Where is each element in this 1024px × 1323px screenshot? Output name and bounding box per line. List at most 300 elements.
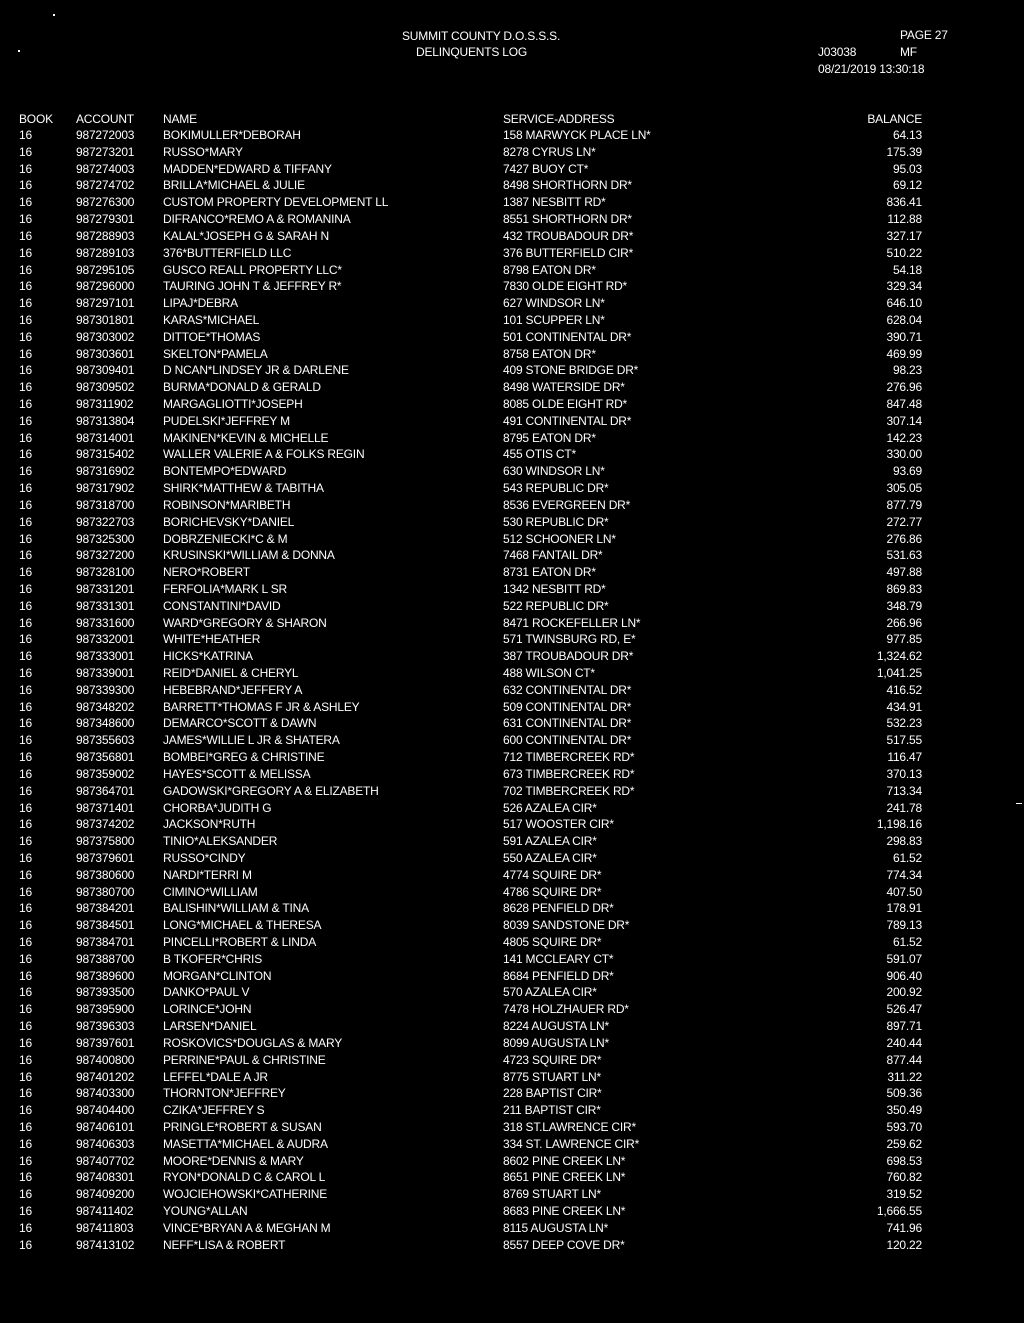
row-balance: 1,198.16 [876, 817, 922, 832]
table-row [0, 514, 1024, 531]
scan-speck-left [18, 50, 20, 52]
row-balance: 628.04 [886, 312, 922, 327]
row-name: B TKOFER*CHRIS [163, 951, 262, 966]
row-service-address: 8798 EATON DR* [503, 262, 596, 277]
row-account: 987388700 [76, 951, 135, 966]
row-balance: 877.79 [886, 497, 922, 512]
row-account: 987384701 [76, 935, 135, 949]
row-service-address: 4786 SQUIRE DR* [503, 884, 602, 899]
row-book: 16 [19, 228, 32, 243]
row-service-address: 8684 PENFIELD DR* [503, 968, 614, 983]
scan-speck-top [53, 14, 55, 16]
row-name: BOKIMULLER*DEBORAH [163, 128, 301, 142]
row-service-address: 4774 SQUIRE DR* [503, 867, 602, 882]
row-account: 987311902 [76, 397, 134, 411]
row-service-address: 8278 CYRUS LN* [503, 144, 596, 159]
row-name: HICKS*KATRINA [163, 649, 253, 664]
row-account: 987348600 [76, 716, 135, 731]
row-book: 16 [19, 329, 32, 344]
row-account: 987389600 [76, 968, 135, 983]
row-service-address: 530 REPUBLIC DR* [503, 514, 609, 529]
row-account: 987325300 [76, 531, 135, 546]
table-row [0, 800, 1024, 817]
row-book: 16 [19, 1204, 32, 1218]
row-account: 987409200 [76, 1187, 135, 1202]
row-service-address: 8602 PINE CREEK LN* [503, 1153, 626, 1168]
row-account: 987309401 [76, 363, 135, 378]
row-book: 16 [19, 1119, 32, 1134]
table-row [0, 228, 1024, 245]
row-service-address: 1342 NESBITT RD* [503, 581, 606, 596]
row-name: LEFFEL*DALE A JR [163, 1069, 268, 1084]
row-service-address: 211 BAPTIST CIR* [503, 1103, 601, 1118]
row-name: SKELTON*PAMELA [163, 346, 268, 361]
row-name: FERFOLIA*MARK L SR [163, 581, 287, 596]
row-book: 16 [19, 968, 32, 983]
row-service-address: 8628 PENFIELD DR* [503, 901, 614, 916]
report-id: J03038 [818, 45, 857, 59]
row-name: WALLER VALERIE A & FOLKS REGIN [163, 447, 365, 462]
table-row [0, 245, 1024, 262]
row-balance: 266.96 [886, 615, 922, 630]
row-account: 987296000 [76, 279, 135, 294]
row-name: BALISHIN*WILLIAM & TINA [163, 901, 309, 916]
row-account: 987315402 [76, 447, 135, 462]
table-row [0, 497, 1024, 514]
row-balance: 64.13 [892, 128, 922, 142]
row-name: MADDEN*EDWARD & TIFFANY [163, 161, 332, 176]
row-name: PERRINE*PAUL & CHRISTINE [163, 1052, 326, 1067]
row-book: 16 [19, 716, 32, 731]
row-account: 987413102 [76, 1237, 135, 1252]
row-balance: 532.23 [886, 716, 922, 731]
row-service-address: 7468 FANTAIL DR* [503, 548, 603, 563]
table-row [0, 295, 1024, 312]
row-name: BOMBEI*GREG & CHRISTINE [163, 750, 325, 765]
table-row [0, 766, 1024, 783]
row-book: 16 [19, 649, 32, 664]
row-account: 987303601 [76, 346, 135, 361]
row-book: 16 [19, 1237, 32, 1252]
row-account: 987332001 [76, 632, 135, 647]
row-service-address: 712 TIMBERCREEK RD* [503, 750, 635, 765]
row-book: 16 [19, 766, 32, 781]
table-row [0, 211, 1024, 228]
table-row [0, 1085, 1024, 1102]
row-account: 987356801 [76, 750, 135, 765]
report-datetime: 08/21/2019 13:30:18 [818, 62, 925, 76]
row-account: 987317902 [76, 481, 135, 496]
row-account: 987396303 [76, 1019, 135, 1034]
row-account: 987359002 [76, 766, 135, 781]
row-account: 987333001 [76, 649, 135, 664]
row-balance: 646.10 [886, 296, 922, 311]
row-name: JAMES*WILLIE L JR & SHATERA [163, 733, 340, 748]
row-balance: 977.85 [886, 632, 922, 647]
row-account: 987295105 [76, 262, 135, 277]
row-service-address: 488 WILSON CT* [503, 666, 595, 680]
row-service-address: 8536 EVERGREEN DR* [503, 497, 631, 512]
table-row [0, 951, 1024, 968]
row-book: 16 [19, 363, 32, 378]
row-service-address: 627 WINDSOR LN* [503, 296, 605, 311]
row-account: 987289103 [76, 245, 135, 260]
row-name: LONG*MICHAEL & THERESA [163, 918, 322, 933]
table-row [0, 631, 1024, 648]
row-book: 16 [19, 144, 32, 159]
row-name: KALAL*JOSEPH G & SARAH N [163, 228, 329, 243]
row-account: 987316902 [76, 464, 135, 479]
row-service-address: 376 BUTTERFIELD CIR* [503, 245, 634, 260]
row-balance: 305.05 [886, 481, 922, 496]
delinquents-table [0, 127, 1024, 1253]
row-book: 16 [19, 682, 32, 697]
table-row [0, 329, 1024, 346]
row-book: 16 [19, 312, 32, 327]
row-service-address: 8115 AUGUSTA LN* [503, 1220, 609, 1235]
row-account: 987327200 [76, 548, 135, 563]
row-book: 16 [19, 733, 32, 748]
row-name: RUSSO*MARY [163, 144, 243, 159]
row-account: 987401202 [76, 1069, 135, 1084]
table-row [0, 783, 1024, 800]
row-balance: 591.07 [886, 951, 922, 966]
row-book: 16 [19, 1170, 32, 1185]
row-book: 16 [19, 1136, 32, 1151]
row-book: 16 [19, 430, 32, 445]
table-row [0, 564, 1024, 581]
row-service-address: 630 WINDSOR LN* [503, 464, 605, 479]
row-account: 987374202 [76, 817, 135, 832]
table-row [0, 816, 1024, 833]
table-row [0, 850, 1024, 867]
table-row [0, 413, 1024, 430]
table-row [0, 262, 1024, 279]
row-account: 987303002 [76, 329, 135, 344]
row-book: 16 [19, 951, 32, 966]
row-book: 16 [19, 800, 32, 815]
row-name: LARSEN*DANIEL [163, 1019, 257, 1034]
table-row [0, 531, 1024, 548]
row-account: 987313804 [76, 413, 135, 428]
table-row [0, 278, 1024, 295]
row-balance: 327.17 [886, 228, 922, 243]
row-account: 987331301 [76, 598, 135, 613]
row-account: 987348202 [76, 699, 135, 714]
row-name: RYON*DONALD C & CAROL L [163, 1170, 326, 1185]
row-book: 16 [19, 750, 32, 765]
col-balance: BALANCE [867, 112, 922, 126]
row-book: 16 [19, 279, 32, 294]
row-name: D NCAN*LINDSEY JR & DARLENE [163, 363, 349, 378]
row-name: NARDI*TERRI M [163, 867, 252, 882]
table-row [0, 346, 1024, 363]
row-book: 16 [19, 245, 32, 260]
table-row [0, 682, 1024, 699]
row-balance: 497.88 [886, 565, 922, 580]
row-book: 16 [19, 1052, 32, 1067]
row-balance: 836.41 [886, 195, 922, 210]
table-row [0, 161, 1024, 178]
table-row [0, 1001, 1024, 1018]
row-book: 16 [19, 884, 32, 899]
row-account: 987309502 [76, 380, 135, 395]
table-row [0, 699, 1024, 716]
row-balance: 98.23 [892, 363, 922, 378]
table-row [0, 1186, 1024, 1203]
row-balance: 390.71 [886, 329, 922, 344]
table-row [0, 396, 1024, 413]
row-balance: 272.77 [886, 514, 922, 529]
row-service-address: 387 TROUBADOUR DR* [503, 649, 634, 664]
row-service-address: 455 OTIS CT* [503, 447, 576, 462]
row-name: REID*DANIEL & CHERYL [163, 666, 299, 680]
row-balance: 142.23 [886, 430, 922, 445]
row-service-address: 334 ST. LAWRENCE CIR* [503, 1136, 640, 1151]
table-row [0, 833, 1024, 850]
row-name: ROSKOVICS*DOUGLAS & MARY [163, 1035, 343, 1050]
row-service-address: 4723 SQUIRE DR* [503, 1052, 602, 1067]
row-name: RUSSO*CINDY [163, 850, 246, 865]
row-account: 987406303 [76, 1136, 135, 1151]
row-book: 16 [19, 128, 32, 142]
row-balance: 276.96 [886, 380, 922, 395]
county-title: SUMMIT COUNTY D.O.S.S.S. [402, 29, 561, 43]
row-account: 987339001 [76, 666, 135, 680]
row-service-address: 101 SCUPPER LN* [503, 312, 605, 327]
row-service-address: 432 TROUBADOUR DR* [503, 228, 634, 243]
row-service-address: 522 REPUBLIC DR* [503, 598, 609, 613]
row-book: 16 [19, 598, 32, 613]
row-service-address: 8471 ROCKEFELLER LN* [503, 615, 641, 630]
row-service-address: 631 CONTINENTAL DR* [503, 716, 632, 731]
table-row [0, 463, 1024, 480]
row-book: 16 [19, 262, 32, 277]
row-balance: 713.34 [886, 783, 922, 798]
row-service-address: 8498 SHORTHORN DR* [503, 178, 632, 193]
row-balance: 906.40 [886, 968, 922, 983]
row-book: 16 [19, 1019, 32, 1034]
row-account: 987380700 [76, 884, 135, 899]
row-balance: 311.22 [887, 1069, 922, 1084]
row-balance: 241.78 [886, 800, 922, 815]
row-service-address: 318 ST.LAWRENCE CIR* [503, 1119, 636, 1134]
row-service-address: 491 CONTINENTAL DR* [503, 413, 632, 428]
row-account: 987411803 [76, 1220, 134, 1235]
row-account: 987395900 [76, 1002, 135, 1017]
row-service-address: 8775 STUART LN* [503, 1069, 601, 1084]
row-book: 16 [19, 581, 32, 596]
row-name: SHIRK*MATTHEW & TABITHA [163, 481, 324, 496]
row-account: 987407702 [76, 1153, 135, 1168]
row-name: DEMARCO*SCOTT & DAWN [163, 716, 317, 731]
row-account: 987339300 [76, 682, 135, 697]
row-name: GADOWSKI*GREGORY A & ELIZABETH [163, 783, 379, 798]
row-service-address: 570 AZALEA CIR* [503, 985, 597, 1000]
row-name: VINCE*BRYAN A & MEGHAN M [163, 1220, 331, 1235]
row-book: 16 [19, 514, 32, 529]
row-balance: 1,041.25 [876, 666, 922, 680]
table-row [0, 430, 1024, 447]
row-account: 987328100 [76, 565, 135, 580]
row-name: TAURING JOHN T & JEFFREY R* [163, 279, 342, 294]
table-row [0, 917, 1024, 934]
column-headers [0, 112, 1024, 126]
table-row [0, 1102, 1024, 1119]
row-service-address: 8731 EATON DR* [503, 565, 596, 580]
row-book: 16 [19, 161, 32, 176]
row-account: 987355603 [76, 733, 135, 748]
row-book: 16 [19, 666, 32, 680]
row-balance: 698.53 [886, 1153, 922, 1168]
table-row [0, 1119, 1024, 1136]
row-name: JACKSON*RUTH [163, 817, 256, 832]
row-balance: 370.13 [886, 766, 922, 781]
table-row [0, 984, 1024, 1001]
row-balance: 319.52 [886, 1187, 922, 1202]
row-name: CZIKA*JEFFREY S [163, 1103, 265, 1118]
row-service-address: 8099 AUGUSTA LN* [503, 1035, 609, 1050]
row-balance: 112.88 [887, 212, 922, 227]
row-account: 987379601 [76, 850, 135, 865]
row-book: 16 [19, 632, 32, 647]
row-name: CONSTANTINI*DAVID [163, 598, 281, 613]
row-account: 987393500 [76, 985, 135, 1000]
row-balance: 200.92 [886, 985, 922, 1000]
row-account: 987322703 [76, 514, 135, 529]
row-service-address: 550 AZALEA CIR* [503, 850, 597, 865]
row-book: 16 [19, 1035, 32, 1050]
row-balance: 330.00 [886, 447, 922, 462]
row-balance: 741.96 [886, 1220, 922, 1235]
row-service-address: 8651 PINE CREEK LN* [503, 1170, 626, 1185]
row-name: MARGAGLIOTTI*JOSEPH [163, 397, 303, 411]
table-row [0, 968, 1024, 985]
row-account: 987276300 [76, 195, 135, 210]
table-row [0, 194, 1024, 211]
row-name: MAKINEN*KEVIN & MICHELLE [163, 430, 329, 445]
row-name: DITTOE*THOMAS [163, 329, 261, 344]
table-row [0, 749, 1024, 766]
row-service-address: 8085 OLDE EIGHT RD* [503, 397, 628, 411]
row-account: 987331201 [76, 581, 135, 596]
row-name: BURMA*DONALD & GERALD [163, 380, 321, 395]
row-book: 16 [19, 1086, 32, 1101]
row-account: 987318700 [76, 497, 135, 512]
row-name: LIPAJ*DEBRA [163, 296, 238, 311]
row-balance: 259.62 [886, 1136, 922, 1151]
row-service-address: 673 TIMBERCREEK RD* [503, 766, 635, 781]
row-account: 987314001 [76, 430, 135, 445]
row-book: 16 [19, 1220, 32, 1235]
row-book: 16 [19, 565, 32, 580]
row-service-address: 512 SCHOONER LN* [503, 531, 616, 546]
row-name: KRUSINSKI*WILLIAM & DONNA [163, 548, 335, 563]
row-book: 16 [19, 699, 32, 714]
row-service-address: 7478 HOLZHAUER RD* [503, 1002, 629, 1017]
table-row [0, 480, 1024, 497]
row-book: 16 [19, 178, 32, 193]
row-balance: 307.14 [886, 413, 922, 428]
row-name: DOBRZENIECKI*C & M [163, 531, 288, 546]
row-service-address: 8758 EATON DR* [503, 346, 596, 361]
table-row [0, 900, 1024, 917]
table-row [0, 144, 1024, 161]
row-book: 16 [19, 1002, 32, 1017]
row-balance: 350.49 [886, 1103, 922, 1118]
row-account: 987297101 [76, 296, 135, 311]
row-balance: 416.52 [886, 682, 922, 697]
table-row [0, 1018, 1024, 1035]
row-book: 16 [19, 481, 32, 496]
row-book: 16 [19, 1069, 32, 1084]
row-balance: 593.70 [886, 1119, 922, 1134]
row-book: 16 [19, 615, 32, 630]
row-service-address: 8039 SANDSTONE DR* [503, 918, 630, 933]
row-service-address: 8557 DEEP COVE DR* [503, 1237, 625, 1252]
log-title: DELINQUENTS LOG [416, 45, 528, 59]
row-book: 16 [19, 783, 32, 798]
table-row [0, 732, 1024, 749]
table-row [0, 362, 1024, 379]
row-balance: 760.82 [886, 1170, 922, 1185]
row-service-address: 8795 EATON DR* [503, 430, 596, 445]
row-balance: 407.50 [886, 884, 922, 899]
row-account: 987397601 [76, 1035, 135, 1050]
row-balance: 348.79 [886, 598, 922, 613]
row-name: BONTEMPO*EDWARD [163, 464, 287, 479]
row-service-address: 8683 PINE CREEK LN* [503, 1204, 626, 1218]
row-service-address: 1387 NESBITT RD* [503, 195, 606, 210]
table-row [0, 598, 1024, 615]
row-service-address: 632 CONTINENTAL DR* [503, 682, 632, 697]
row-name: BRILLA*MICHAEL & JULIE [163, 178, 305, 193]
row-balance: 298.83 [886, 834, 922, 849]
col-account: ACCOUNT [76, 112, 134, 126]
table-row [0, 177, 1024, 194]
row-balance: 93.69 [892, 464, 922, 479]
table-row [0, 934, 1024, 951]
row-book: 16 [19, 497, 32, 512]
row-name: MOORE*DENNIS & MARY [163, 1153, 304, 1168]
row-service-address: 7427 BUOY CT* [503, 161, 589, 176]
row-account: 987404400 [76, 1103, 135, 1118]
row-balance: 847.48 [886, 397, 922, 411]
row-balance: 178.91 [886, 901, 922, 916]
row-balance: 531.63 [886, 548, 922, 563]
row-account: 987408301 [76, 1170, 135, 1185]
row-book: 16 [19, 346, 32, 361]
table-row [0, 379, 1024, 396]
row-balance: 95.03 [892, 161, 922, 176]
row-book: 16 [19, 817, 32, 832]
row-balance: 897.71 [886, 1019, 922, 1034]
row-name: CHORBA*JUDITH G [163, 800, 272, 815]
row-name: HAYES*SCOTT & MELISSA [163, 766, 311, 781]
row-account: 987380600 [76, 867, 135, 882]
page-number: PAGE 27 [900, 28, 948, 42]
row-service-address: 228 BAPTIST CIR* [503, 1086, 602, 1101]
row-name: CIMINO*WILLIAM [163, 884, 258, 899]
row-balance: 61.52 [892, 850, 922, 865]
row-service-address: 7830 OLDE EIGHT RD* [503, 279, 628, 294]
row-name: NEFF*LISA & ROBERT [163, 1237, 286, 1252]
table-row [0, 446, 1024, 463]
table-row [0, 127, 1024, 144]
row-service-address: 600 CONTINENTAL DR* [503, 733, 632, 748]
row-account: 987406101 [76, 1119, 135, 1134]
row-balance: 276.86 [886, 531, 922, 546]
